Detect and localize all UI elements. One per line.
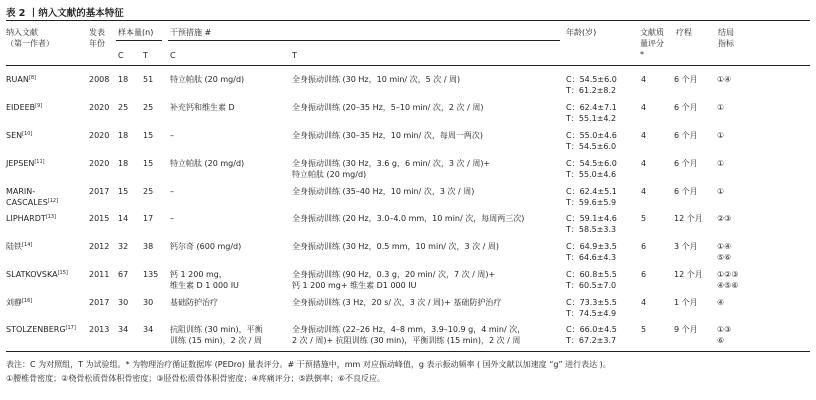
row-age-c: C：60.8±5.5: [566, 270, 617, 279]
header-year-line1: 发表: [89, 28, 105, 37]
row-age-c: C：54.5±6.0: [566, 75, 617, 84]
row-age-t: T：54.5±6.0: [566, 142, 617, 151]
row-outcome: ①④: [717, 75, 732, 84]
row-sample-c: 34: [118, 325, 129, 334]
row-quality: 4: [641, 103, 647, 112]
row-age-t: T：58.5±3.3: [566, 225, 617, 234]
top-rule: [6, 20, 810, 21]
row-quality: 6: [641, 242, 647, 251]
row-course: 6 个月: [674, 131, 698, 140]
row-int-c: –: [170, 131, 174, 140]
header-study-line2: （第一作者）: [6, 39, 54, 48]
row-int-t: 全身振动训练 (30 Hz，0.5 mm，10 min/ 次，3 次 / 周): [292, 242, 500, 251]
row-course: 12 个月: [674, 214, 703, 223]
row-outcome: ①③: [717, 325, 732, 334]
row-year: 2012: [89, 242, 110, 251]
header-sample-size: 样本量(n): [118, 28, 154, 37]
intervention-subrule: [168, 40, 560, 41]
row-year: 2013: [89, 325, 110, 334]
header-quality-line1: 文献质: [640, 28, 664, 37]
row-age-c: C：62.4±7.1: [566, 103, 617, 112]
row-outcome: ④: [717, 298, 725, 307]
row-author: MARIN-: [6, 187, 36, 196]
header-quality-line3: *: [640, 50, 644, 59]
row-int-c-line2: 训练 (15 min)，2 次 / 周: [170, 336, 263, 345]
row-course: 6 个月: [674, 159, 698, 168]
row-year: 2020: [89, 103, 110, 112]
row-sample-c: 18: [118, 75, 129, 84]
row-author: EIDEEB[9]: [6, 103, 43, 112]
row-course: 12 个月: [674, 270, 703, 279]
row-int-c: –: [170, 187, 174, 196]
row-outcome: ①: [717, 187, 725, 196]
row-year: 2008: [89, 75, 110, 84]
row-int-t: 全身振动训练 (30 Hz，10 min/ 次，5 次 / 周): [292, 75, 461, 84]
header-study-line1: 纳入文献: [6, 28, 38, 37]
row-quality: 4: [641, 131, 647, 140]
row-int-c: 特立帕肽 (20 mg/d): [170, 159, 245, 168]
row-int-t: 全身振动训练 (20–35 Hz，5–10 min/ 次，2 次 / 周): [292, 103, 484, 112]
row-sample-c: 32: [118, 242, 129, 251]
row-age-t: T：64.6±4.3: [566, 253, 617, 262]
row-sample-t: 17: [143, 214, 154, 223]
row-sample-t: 25: [143, 187, 154, 196]
row-age-c: C：66.0±4.5: [566, 325, 617, 334]
row-int-c: 基础防护治疗: [170, 298, 218, 307]
row-age-c: C：59.1±4.6: [566, 214, 617, 223]
row-sample-t: 15: [143, 159, 154, 168]
row-age-t: T：59.6±5.9: [566, 198, 617, 207]
row-sample-t: 34: [143, 325, 154, 334]
row-int-t: 全身振动训练 (35–40 Hz，10 min/ 次，3 次 / 周): [292, 187, 475, 196]
row-course: 9 个月: [674, 325, 698, 334]
header-int-t: T: [292, 51, 297, 60]
row-quality: 4: [641, 75, 647, 84]
row-year: 2020: [89, 159, 110, 168]
row-int-c: 特立帕肽 (20 mg/d): [170, 75, 245, 84]
row-age-t: T：61.2±8.2: [566, 86, 617, 95]
row-age-c: C：64.9±3.5: [566, 242, 617, 251]
row-int-c: 钙 1 200 mg，: [170, 270, 227, 279]
row-sample-t: 51: [143, 75, 154, 84]
row-year: 2017: [89, 298, 110, 307]
row-int-t: 全身振动训练 (90 Hz，0.3 g，20 min/ 次，7 次 / 周)+: [292, 270, 496, 279]
row-quality: 4: [641, 159, 647, 168]
sample-size-subrule: [116, 40, 162, 41]
row-course: 6 个月: [674, 187, 698, 196]
row-int-c: 抗阻训练 (30 min)，平衡: [170, 325, 263, 334]
row-sample-c: 18: [118, 131, 129, 140]
row-int-t: 全身振动训练 (3 Hz，20 s/ 次，3 次 / 周)+ 基础防护治疗: [292, 298, 502, 307]
row-author: 刘静[16]: [6, 298, 33, 307]
row-sample-t: 25: [143, 103, 154, 112]
row-year: 2011: [89, 270, 110, 279]
row-int-t-line2: 特立帕肽 (20 mg/d): [292, 170, 367, 179]
row-year: 2020: [89, 131, 110, 140]
row-sample-c: 30: [118, 298, 129, 307]
row-outcome: ②③: [717, 214, 732, 223]
row-author: 陆铁[14]: [6, 242, 33, 251]
row-sample-c: 15: [118, 187, 129, 196]
header-intervention: 干预措施 #: [170, 28, 212, 37]
row-age-t: T：55.1±4.2: [566, 114, 617, 123]
row-int-c-line2: 维生素 D 1 000 IU: [170, 281, 239, 290]
header-sample-c: C: [118, 51, 124, 60]
row-sample-t: 135: [143, 270, 159, 279]
row-age-c: C：62.4±5.1: [566, 187, 617, 196]
row-course: 6 个月: [674, 75, 698, 84]
row-outcome: ①④: [717, 242, 732, 251]
header-outcome-line1: 结局: [718, 28, 734, 37]
row-outcome: ①: [717, 131, 725, 140]
row-age-t: T：55.0±4.6: [566, 170, 617, 179]
row-outcome-line2: ⑥: [717, 336, 725, 345]
row-age-c: C：55.0±4.6: [566, 131, 617, 140]
row-quality: 5: [641, 214, 647, 223]
row-age-t: T：60.5±7.0: [566, 281, 617, 290]
row-course: 1 个月: [674, 298, 698, 307]
row-quality: 4: [641, 298, 647, 307]
header-year-line2: 年份: [89, 39, 105, 48]
row-author: SLATKOVSKA[15]: [6, 270, 68, 279]
row-author-line2: CASCALES[12]: [6, 198, 59, 207]
row-sample-c: 25: [118, 103, 129, 112]
row-age-c: C：73.3±5.5: [566, 298, 617, 307]
row-int-t-line2: 钙 1 200 mg+ 维生素 D1 000 IU: [292, 281, 417, 290]
row-sample-t: 38: [143, 242, 154, 251]
row-outcome: ①②③: [717, 270, 739, 279]
header-course: 疗程: [676, 28, 692, 37]
row-outcome: ①: [717, 159, 725, 168]
row-author: RUAN[8]: [6, 75, 36, 84]
row-quality: 5: [641, 325, 647, 334]
row-author: STOLZENBERG[17]: [6, 325, 76, 334]
table-footnote-line1: 表注：C 为对照组，T 为试验组。* 为物理治疗循证数据库 (PEDro) 量表评分。# 干预措施中，mm 对应振动峰值，g 表示振动频率 ( 国外文献以加速度 “g” 进行表达 )。: [6, 360, 611, 369]
header-bottom-rule: [6, 65, 810, 66]
row-year: 2015: [89, 214, 110, 223]
row-sample-c: 14: [118, 214, 129, 223]
table-footnote-line2: ①腰椎骨密度；②桡骨松质骨体积骨密度；③胫骨松质骨体积骨密度；④疼痛评分；⑤跌倒率；⑥不良反应。: [6, 374, 386, 383]
row-int-c: –: [170, 214, 174, 223]
header-sample-t: T: [143, 51, 148, 60]
bottom-rule: [6, 351, 810, 352]
row-age-t: T：67.2±3.7: [566, 336, 617, 345]
row-int-t: 全身振动训练 (30 Hz，3.6 g，6 min/ 次，3 次 / 周)+: [292, 159, 491, 168]
row-author: SEN[10]: [6, 131, 33, 140]
header-age: 年龄(岁): [566, 28, 597, 37]
row-age-c: C：54.5±6.0: [566, 159, 617, 168]
row-course: 6 个月: [674, 103, 698, 112]
row-int-c: 补充钙和维生素 D: [170, 103, 235, 112]
row-age-t: T：74.5±4.9: [566, 309, 617, 318]
row-course: 3 个月: [674, 242, 698, 251]
row-int-c: 钙尔奇 (600 mg/d): [170, 242, 242, 251]
row-sample-t: 30: [143, 298, 154, 307]
header-outcome-line2: 指标: [718, 39, 734, 48]
header-int-c: C: [170, 51, 176, 60]
header-quality-line2: 量评分: [640, 39, 664, 48]
row-author: JEPSEN[11]: [6, 159, 45, 168]
row-int-t: 全身振动训练 (22–26 Hz，4–8 mm，3.9–10.9 g，4 min/ 次，: [292, 325, 526, 334]
row-quality: 4: [641, 187, 647, 196]
row-int-t: 全身振动训练 (20 Hz，3.0–4.0 mm，10 min/ 次，每周两三次): [292, 214, 525, 223]
row-sample-c: 67: [118, 270, 129, 279]
row-quality: 6: [641, 270, 647, 279]
row-sample-c: 18: [118, 159, 129, 168]
row-int-t-line2: 2 次 / 周)+ 抗阻训练 (30 min)，平衡训练 (15 min)，2 次 / 周: [292, 336, 521, 345]
row-outcome-line2: ④⑤⑥: [717, 281, 739, 290]
table-caption: 表 2 丨纳入文献的基本特征: [6, 8, 124, 19]
row-outcome-line2: ⑤⑥: [717, 253, 732, 262]
row-author: LIPHARDT[13]: [6, 214, 56, 223]
row-int-t: 全身振动训练 (30–35 Hz，10 min/ 次，每周一两次): [292, 131, 483, 140]
row-outcome: ①: [717, 103, 725, 112]
row-sample-t: 15: [143, 131, 154, 140]
row-year: 2017: [89, 187, 110, 196]
